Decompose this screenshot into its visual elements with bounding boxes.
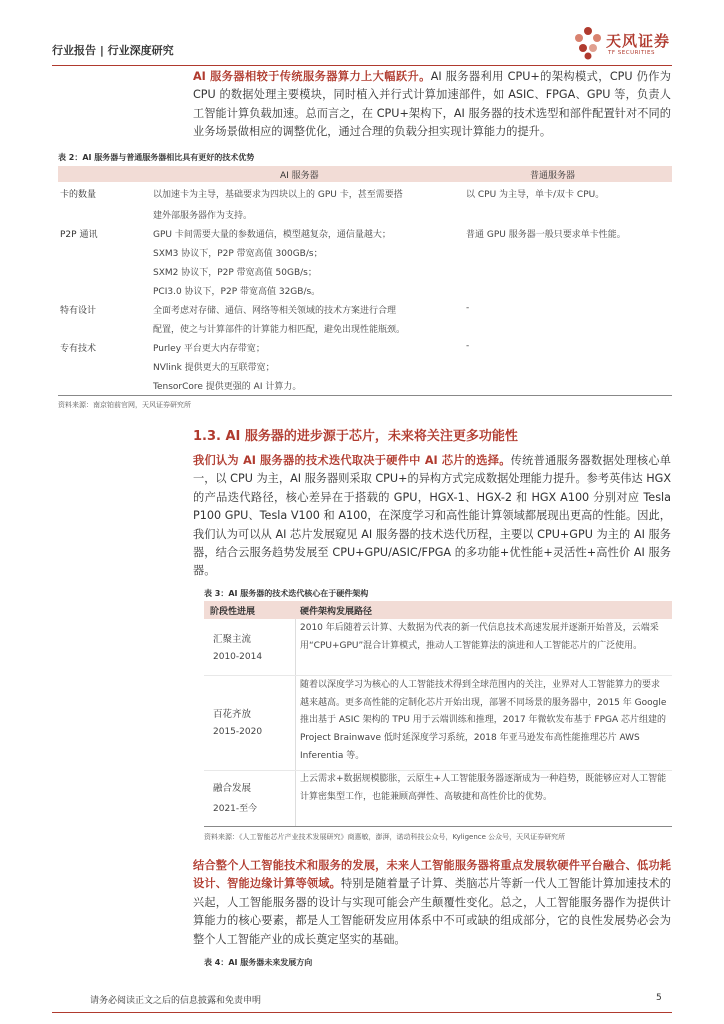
table-2-row-cat: 特有设计: [60, 306, 97, 316]
table-3-description: 2010 年后随着云计算、大数据为代表的新一代信息技术高速发展并逐渐开始普及，云端采用“CPU+GPU”混合计算模式，推动人工智能算法的演进和人工智能芯片的广泛使用。: [300, 623, 659, 651]
table-3-column-divider: [295, 619, 296, 826]
table-3-row-separator: [204, 675, 672, 676]
paragraph-lead: AI 服务器相较于传统服务器算力上大幅跃升。: [193, 70, 431, 83]
paragraph-body: AI 服务器利用 CPU+的架构模式，CPU 仍作为 CPU 的数据处理主要模块，同时植入并行式计算加速部件，如 ASIC、FPGA、GPU 等，负责人工智能计算负载加速。总而言之，在 CPU+架构下，AI 服务器的技术选型和部件配置针对不同的业务场景做相应的调整优化，通过合理的负载分担实现计算能力的提升。: [193, 70, 671, 139]
table-2-row-ai-line: NVlink 提供更大的互联带宽；: [153, 363, 275, 373]
table-2-row-ai-line: SXM2 协议下，P2P 带宽高值 50GB/s；: [153, 268, 317, 278]
table-2-row-ai-line: TensorCore 提供更强的 AI 计算力。: [153, 382, 302, 392]
table-3-years: 2010-2014: [213, 652, 263, 662]
brand-name-en: TF SECURITIES: [608, 50, 655, 56]
brand-name-cn: 天风证券: [606, 32, 671, 50]
table-2-row-cat: P2P 通讯: [60, 230, 98, 240]
table-2-bottom-rule: [58, 395, 672, 396]
brand-logo-icon: [572, 26, 604, 60]
paragraph-ai-server-compute: [193, 68, 671, 142]
table-2-col-ai: AI 服务器: [280, 171, 319, 181]
table-3-stage: 汇聚主流: [213, 634, 252, 645]
table-3-bottom-rule: [204, 826, 672, 827]
report-category: 行业报告 | 行业深度研究: [52, 44, 174, 57]
table-2-row-ai-line: PCI3.0 协议下，P2P 带宽高值 32GB/s。: [153, 287, 321, 297]
footer-divider: [52, 1012, 672, 1013]
brand-logo: [572, 26, 682, 66]
table-2-row-normal: 以 CPU 为主导，单卡/双卡 CPU。: [466, 190, 605, 200]
table-2-header: [58, 166, 672, 182]
table-3-stage: 百花齐放: [213, 709, 252, 720]
table-2-row-cat: 专有技术: [60, 344, 97, 354]
paragraph-lead: 结合整个人工智能技术和服务的发展，未来人工智能服务器将重点发展软硬件平台融合、低功耗设计、智能边缘计算等领域。: [193, 859, 671, 891]
page-number: 5: [656, 993, 662, 1003]
table-2-row-ai-line: 配置，使之与计算部件的计算能力相匹配，避免出现性能瓶颈。: [153, 325, 406, 335]
paragraph-body: 传统普通服务器数据处理核心单一，以 CPU 为主，AI 服务器则采取 CPU+的异构方式完成数据处理能力提升。参考英伟达 HGX 的产品迭代路径，核心差异在于搭载的 GPU，HGX-1、HGX-2 和 HGX A100 分别对应 Tesla P100 GPU、Tesla V100 和 A100，在深度学习和高性能计算领域都展现出更高的性能。因此，我们认为可以从 AI 芯片发展窥见 AI 服务器的技术迭代历程，主要以 CPU+GPU 为主的 AI 服务器，结合云服务趋势发展至 CPU+GPU/ASIC/FPGA 的多功能+优性能+灵活性+高性价 AI 服务器。: [193, 454, 671, 578]
table-2-row-normal: -: [466, 303, 470, 313]
table-3-header: [204, 601, 672, 619]
table-3-col-stage: 阶段性进展: [210, 607, 256, 617]
table-2-row-normal: -: [466, 341, 470, 351]
table-3-source: 资料来源：《人工智能芯片产业技术发展研究》商惠敏，澎湃，诺动科技公众号，Kyligence 公众号，天风证券研究所: [204, 833, 566, 841]
table-2-row-ai-line: 以加速卡为主导，基础要求为四块以上的 GPU 卡，甚至需要搭: [153, 190, 403, 200]
table-2-row-ai-line: SXM3 协议下，P2P 带宽高值 300GB/s；: [153, 249, 323, 259]
paragraph-future-direction: [193, 857, 671, 949]
footer-disclaimer: 请务必阅读正文之后的信息披露和免责申明: [90, 996, 262, 1006]
table-2-row-ai-line: 建外部服务器作为支持。: [153, 211, 253, 221]
table-3-years: 2021-至今: [213, 804, 258, 814]
table-2-caption: 表 2：AI 服务器与普通服务器相比具有更好的技术优势: [58, 153, 255, 162]
table-2-row-ai-line: Purley 平台更大内存带宽；: [153, 344, 265, 354]
table-3-description: 上云需求+数据规模膨胀，云原生+人工智能服务器逐渐成为一种趋势，既能够应对人工智能计算密集型工作，也能兼顾高弹性、高敏捷和高性价比的优势。: [300, 774, 667, 802]
paragraph-chip-iteration: [193, 452, 671, 581]
paragraph-lead: 我们认为 AI 服务器的技术迭代取决于硬件中 AI 芯片的选择。: [193, 454, 511, 467]
table-2-row-ai-line: GPU 卡间需要大量的参数通信，模型越复杂，通信量越大；: [153, 230, 391, 240]
table-3-years: 2015-2020: [213, 727, 263, 737]
table-3-description: 随着以深度学习为核心的人工智能技术得到全球范围内的关注，业界对人工智能算力的要求越来越高。更多高性能的定制化芯片开始出现，部署不同场景的服务器中，2015 年 Google 推出基于 ASIC 架构的 TPU 用于云端训练和推理，2017 年微软发布基于 FPGA 芯片组建的 Project Brainwave 低时延深度学习系统，2018 年亚马逊发布高性能推理芯片 AWS Inferentia 等。: [300, 680, 667, 761]
section-title: 1.3. AI 服务器的进步源于芯片，未来将关注更多功能性: [193, 429, 518, 444]
table-2-row-normal: 普通 GPU 服务器一般只要求单卡性能。: [466, 230, 626, 240]
table-3-stage: 融合发展: [213, 783, 252, 794]
table-3-col-path: 硬件架构发展路径: [300, 607, 373, 617]
paragraph-body: 特别是随着量子计算、类脑芯片等新一代人工智能计算加速技术的兴起，人工智能服务器的设计与实现可能会产生颠覆性变化。总之，人工智能服务器作为提供计算能力的核心要素，都是人工智能研发应用体系中不可或缺的组成部分，它的良性发展势必会为整个人工智能产业的成长奠定坚实的基础。: [193, 877, 671, 946]
table-4-caption: 表 4：AI 服务器未来发展方向: [204, 958, 313, 967]
table-2-source: 资料来源：南京铂前官网，天风证券研究所: [58, 401, 191, 409]
table-3-caption: 表 3：AI 服务器的技术迭代核心在于硬件架构: [204, 589, 369, 598]
table-2-row-cat: 卡的数量: [60, 190, 97, 200]
header-divider: [52, 65, 672, 66]
table-2-col-normal: 普通服务器: [530, 171, 576, 181]
table-2-row-ai-line: 全面考虑对存储、通信、网络等相关领域的技术方案进行合理: [153, 306, 397, 316]
